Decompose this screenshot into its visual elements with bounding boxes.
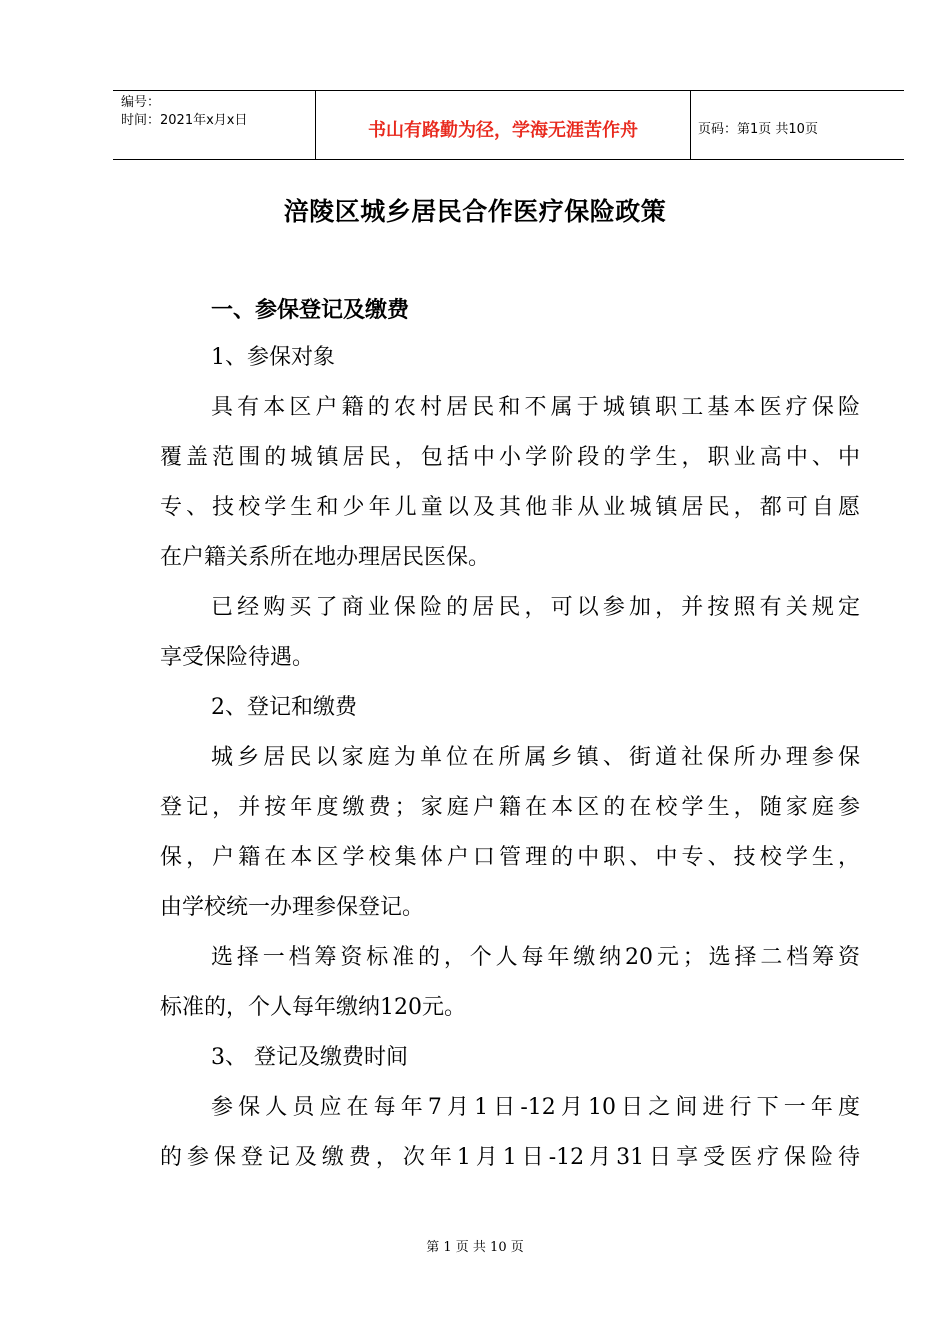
header-page-label: 页码：第1页 共10页 bbox=[698, 122, 818, 137]
section-heading: 一、参保登记及缴费 bbox=[211, 298, 410, 323]
body-line: 由学校统一办理参保登记。 bbox=[160, 895, 425, 920]
body-line: 已经购买了商业保险的居民，可以参加，并按照有关规定 bbox=[211, 595, 860, 620]
document-title: 涪陵区城乡居民合作医疗保险政策 bbox=[283, 197, 667, 226]
body-line: 登记，并按年度缴费；家庭户籍在本区的在校学生，随家庭参 bbox=[160, 795, 860, 820]
body-line: 具有本区户籍的农村居民和不属于城镇职工基本医疗保险 bbox=[211, 395, 860, 420]
document-number-label: 编号： bbox=[121, 95, 161, 110]
body-line: 标准的，个人每年缴纳120元。 bbox=[160, 995, 466, 1020]
header-motto: 书山有路勤为径，学海无涯苦作舟 bbox=[368, 120, 638, 141]
body-line: 专、技校学生和少年儿童以及其他非从业城镇居民，都可自愿 bbox=[160, 495, 860, 520]
document-time-label: 时间：2021年x月x日 bbox=[121, 113, 248, 128]
header-motto-cell bbox=[315, 91, 691, 159]
body-line: 覆盖范围的城镇居民，包括中小学阶段的学生，职业高中、中 bbox=[160, 445, 860, 470]
header-table bbox=[113, 90, 904, 160]
body-line: 参保人员应在每年7月1日-12月10日之间进行下一年度 bbox=[211, 1095, 860, 1120]
body-line: 保，户籍在本区学校集体户口管理的中职、中专、技校学生， bbox=[160, 845, 860, 870]
header-page-cell bbox=[690, 91, 904, 159]
body-line: 城乡居民以家庭为单位在所属乡镇、街道社保所办理参保 bbox=[211, 745, 860, 770]
subheading: 2、登记和缴费 bbox=[211, 695, 357, 720]
body-line: 享受保险待遇。 bbox=[160, 645, 315, 670]
body-line: 的参保登记及缴费，次年1月1日-12月31日享受医疗保险待 bbox=[160, 1145, 860, 1170]
body-line: 选择一档筹资标准的，个人每年缴纳20元；选择二档筹资 bbox=[211, 945, 860, 970]
subheading: 3、 登记及缴费时间 bbox=[211, 1045, 408, 1070]
subheading: 1、参保对象 bbox=[211, 345, 335, 370]
header-meta-cell bbox=[113, 91, 315, 159]
body-line: 在户籍关系所在地办理居民医保。 bbox=[160, 545, 491, 570]
page-footer: 第 1 页 共 10 页 bbox=[426, 1240, 524, 1255]
